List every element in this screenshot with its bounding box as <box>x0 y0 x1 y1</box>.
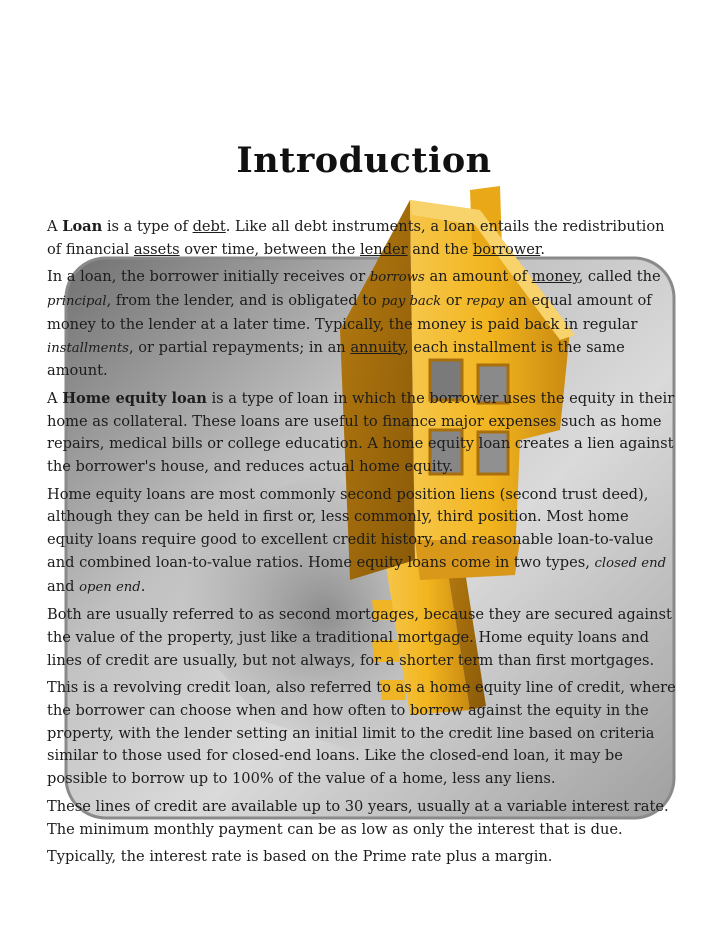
paragraph-revolving-credit: This is a revolving credit loan, also referred to as a home equity line of credit, where the borrower can choose when and how often to borrow against the equity in the property, with the lender setting an initial limit to the credit line based on criteria similar to those used for closed-end loans. Like the closed-end loan, it may be possible to borrow up to 100% of the value of a home, less any liens. <box>47 679 676 788</box>
text: is a type of <box>102 218 193 235</box>
link-debt[interactable]: debt <box>192 218 226 235</box>
page-title: Introduction <box>236 140 492 181</box>
paragraph-interest-rate: Typically, the interest rate is based on the Prime rate plus a margin. <box>47 848 553 866</box>
term-borrows: borrows <box>369 270 425 286</box>
text: . <box>140 577 146 595</box>
text: . Like all debt instruments, a loan entails the redistribution of financial <box>47 218 665 258</box>
text: , or partial repayments; in an <box>128 338 351 356</box>
link-annuity[interactable]: annuity <box>350 338 405 356</box>
term-home-equity-loan: Home equity loan <box>62 389 207 407</box>
link-money[interactable]: money <box>531 268 579 286</box>
text: , from the lender, and is obligated to <box>106 292 382 310</box>
paragraph-credit-lines-term: These lines of credit are available up to 30 years, usually at a variable interest rate. The minimum monthly payment can be as low as only the interest that is due. <box>47 797 669 838</box>
text: , called the <box>578 268 661 286</box>
paragraph-second-mortgages: Both are usually referred to as second mortgages, because they are secured against the value of the property, just like a traditional mortgage. Home equity loans and lines of credit are usually, but not always, for a shorter term than first mortgages. <box>47 606 672 669</box>
paragraph-principal <box>47 266 679 383</box>
term-open-end: open end <box>79 579 141 595</box>
text: . <box>540 240 545 258</box>
document-body <box>47 216 679 874</box>
term-installments: installments <box>47 340 129 356</box>
text: an amount of <box>424 268 532 286</box>
link-lender[interactable]: lender <box>360 240 408 258</box>
text: and <box>47 577 80 595</box>
term-principal: principal <box>47 294 107 310</box>
text: , each installment is the same amount. <box>47 338 625 380</box>
term-pay-back: pay back <box>381 294 442 310</box>
paragraph-liens <box>47 484 679 600</box>
term-closed-end: closed end <box>594 555 667 571</box>
text: over time, between the <box>179 240 360 258</box>
text: and the <box>407 240 473 258</box>
term-repay: repay <box>466 294 505 310</box>
text: In a loan, the borrower initially receives or <box>47 268 370 286</box>
link-borrower[interactable]: borrower <box>472 240 541 258</box>
text: is a type of loan in which the borrower uses the equity in their home as collateral. These loans are useful to finance major expenses such as home repairs, medical bills or college education. A home equity loan creates a lien against the borrower's house, and reduces actual home equity. <box>47 389 675 476</box>
text: A <box>47 218 63 235</box>
paragraph-home-equity-loan <box>47 388 679 479</box>
text: A <box>47 389 63 407</box>
text: an equal amount of money to the lender at a later time. Typically, the money is paid back in regular <box>47 292 652 333</box>
text: or <box>441 292 467 310</box>
text: Home equity loans are most commonly second position liens (second trust deed), although they can be held in first or, less commonly, third position. Most home equity loans require good to excellent credit history, and reasonable loan-to-value and combined loan-to-value ratios. Home equity loans come in two types, <box>47 485 654 571</box>
link-assets[interactable]: assets <box>133 240 180 258</box>
paragraph-loan-definition <box>47 216 679 261</box>
term-loan: Loan <box>62 218 103 235</box>
